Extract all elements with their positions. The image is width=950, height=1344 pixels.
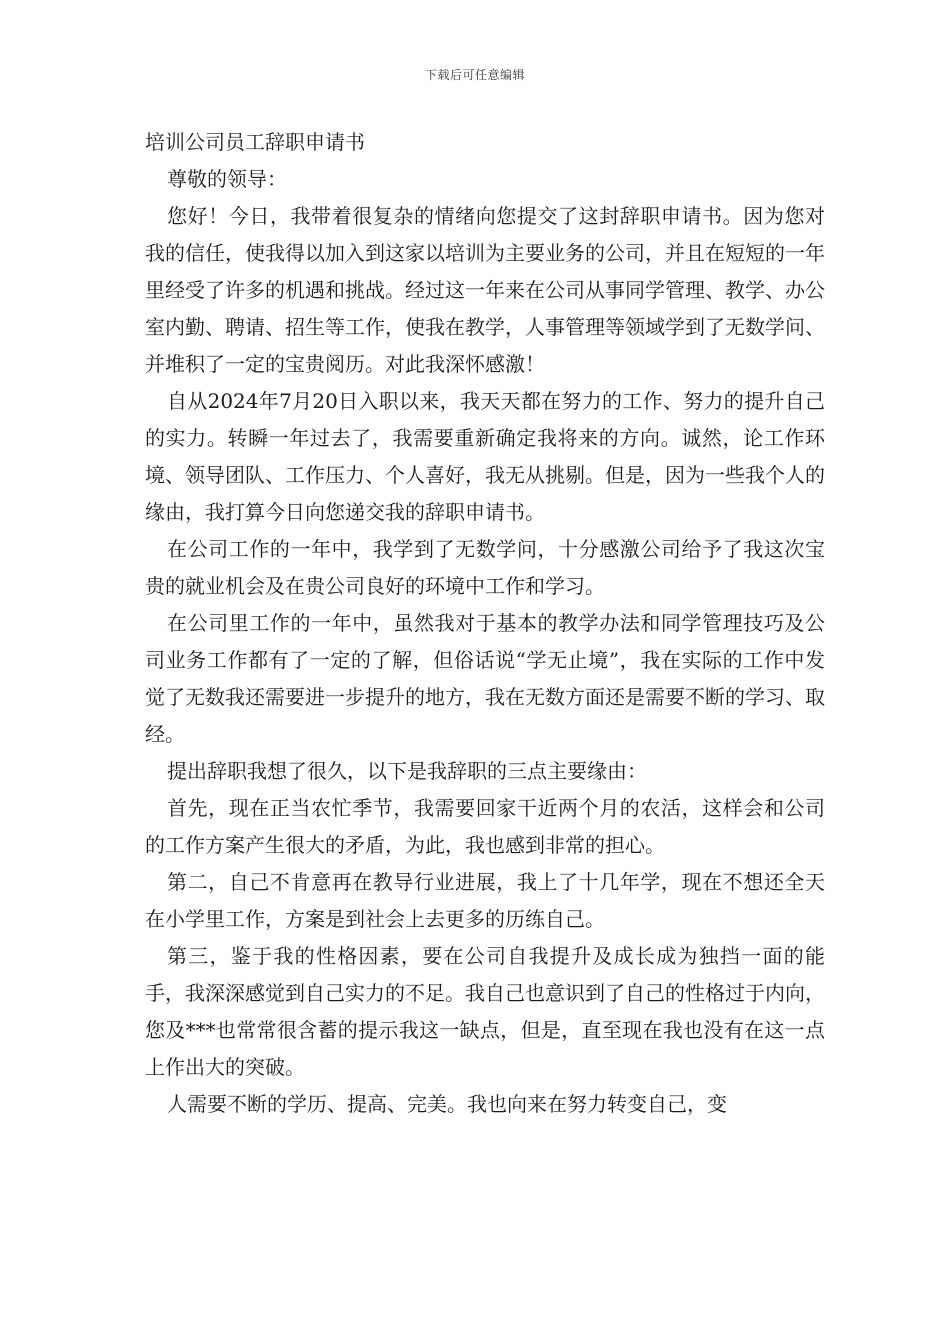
paragraph-9: 人需要不断的学历、提高、完美。我也向来在努力转变自己，变 — [167, 1092, 727, 1116]
document-body — [145, 124, 825, 1123]
salutation: 尊敬的领导： — [167, 167, 287, 191]
paragraph-4: 在公司里工作的一年中，虽然我对于基本的教学办法和同学管理技巧及公司业务工作都有了一定的了解，但俗话说“学无止境”，我在实际的工作中发觉了无数我还需要进一步提升的地方，我在无数方面还是需要不断的学习、取经。 — [145, 611, 825, 746]
paragraph-5: 提出辞职我想了很久，以下是我辞职的三点主要缘由： — [167, 759, 647, 783]
paragraph-1: 您好！今日，我带着很复杂的情绪向您提交了这封辞职申请书。因为您对我的信任，使我得以加入到这家以培训为主要业务的公司，并且在短短的一年里经受了许多的机遇和挑战。经过这一年来在公司从事同学管理、教学、办公室内勤、聘请、招生等工作，使我在教学，人事管理等领域学到了无数学问、并堆积了一定的宝贵阅历。对此我深怀感激！ — [145, 204, 825, 376]
document-title: 培训公司员工辞职申请书 — [145, 130, 365, 154]
paragraph-7: 第二，自己不肯意再在教导行业进展，我上了十几年学，现在不想还全天在小学里工作，方案是到社会上去更多的历练自己。 — [145, 870, 825, 931]
page-header-note: 下载后可任意编辑 — [424, 68, 525, 82]
paragraph-6: 首先，现在正当农忙季节，我需要回家干近两个月的农活，这样会和公司的工作方案产生很大的矛盾，为此，我也感到非常的担心。 — [145, 796, 825, 857]
paragraph-8: 第三，鉴于我的性格因素，要在公司自我提升及成长成为独挡一面的能手，我深深感觉到自己实力的不足。我自己也意识到了自己的性格过于内向，您及***也常常很含蓄的提示我这一缺点，但是，直至现在我也没有在这一点上作出大的突破。 — [145, 944, 825, 1079]
paragraph-2: 自从2024年7月20日入职以来，我天天都在努力的工作、努力的提升自己的实力。转瞬一年过去了，我需要重新确定我将来的方向。诚然，论工作环境、领导团队、工作压力、个人喜好，我无从挑剔。但是，因为一些我个人的缘由，我打算今日向您递交我的辞职申请书。 — [145, 389, 825, 524]
paragraph-3: 在公司工作的一年中，我学到了无数学问，十分感激公司给予了我这次宝贵的就业机会及在贵公司良好的环境中工作和学习。 — [145, 537, 825, 598]
